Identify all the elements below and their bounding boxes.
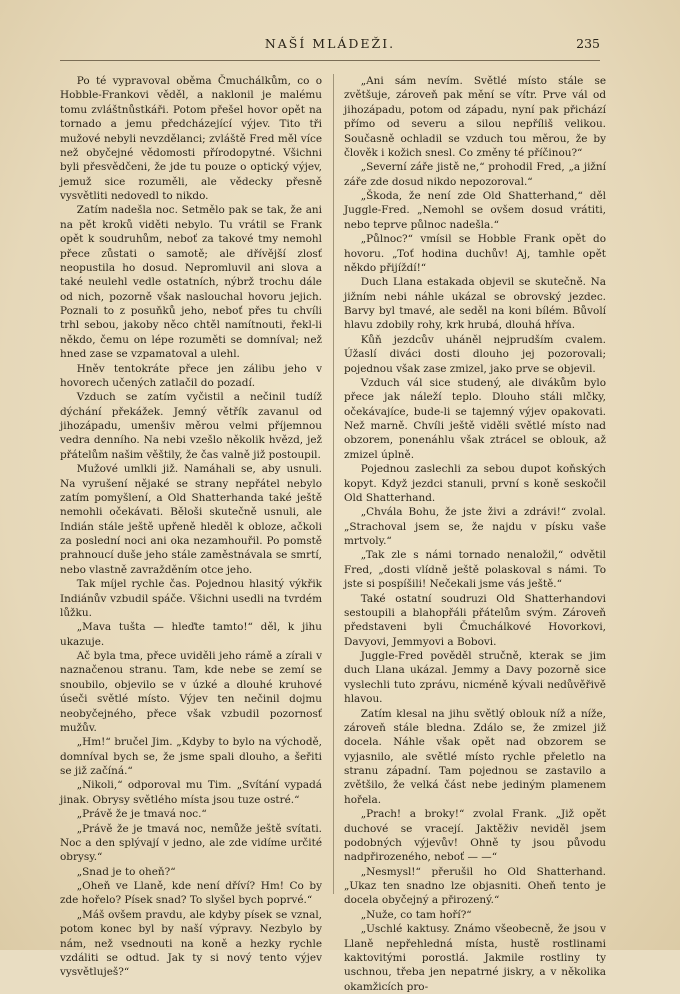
paragraph: Mužové umlkli již. Namáhali se, aby usnuli. Na vyrušení nějaké se strany nepřátel nebylo zatím pomyšlení, a Old Shatterhanda také ještě nemohli očekávati. Běloši skutečně usnuli, ale Indián stále ještě upřeně hleděl k obloze, ačkoli za poslední noci ani oka nezamhouřil. Po pomstě prahnoucí duše jeho stále zaměstnávala se smrtí, nebo vlastně zavražděním otce jeho. [60, 463, 322, 576]
paragraph: Pojednou zaslechli za sebou dupot koňských kopyt. Když jezdci stanuli, první s koně seskočil Old Shatterhand. [344, 463, 606, 504]
paragraph: Po té vypravoval oběma Čmuchálkům, co o Hobble-Frankovi věděl, a naklonil je malému tomu zvláštnůstkáři. Potom přešel hovor opět na tornado a jemu předcházející výjev. Tito tři mužové nebyli nevzdělanci; zvláště Fred měl více než obyčejné vědomosti přírodopytné. Všichni byli přesvědčeni, že jde tu pouze o optický výjev, jemuž sice rozuměli, ale vědecky přesně vysvětliti nedovedl to nikdo. [60, 75, 322, 202]
paragraph: „Nesmysl!“ přerušil ho Old Shatterhand. „Ukaz ten snadno lze objasniti. Oheň tento je docela obyčejný a přirozený.“ [344, 865, 606, 907]
paragraph: Zatím klesal na jihu světlý oblouk níž a níže, zároveň stále bledna. Zdálo se, že zmizel již docela. Náhle však opět nad obzorem se vyjasnilo, ale světlé místo rychle přeletlo na stranu západní. Tam pojednou se zastavilo a zvětšilo, že velká část nebe jediným plamenem hořela. [344, 707, 606, 806]
page-header [60, 36, 600, 56]
paragraph: Hněv tentokráte přece jen zálibu jeho v hovorech učených zatlačil do pozadí. [60, 362, 322, 389]
paragraph: Vzduch vál sice studený, ale divákům bylo přece jak náleží teplo. Dlouho stáli mlčky, očekávajíce, bude-li se tajemný výjev opakovati. Než marně. Chvíli ještě viděli světlé místo nad obzorem, ponenáhlu však ztrácel se oblouk, až zmizel úplně. [344, 376, 606, 461]
paragraph: Vzduch se zatím vyčistil a nečinil tudíž dýchání překážek. Jemný větřík zavanul od jihozápadu, umenšiv měrou velmi příjemnou vedra denního. Na nebi vzešlo několik hvězd, jež přátelům našim věštily, že čas valně již postoupil. [60, 391, 322, 461]
text-columns [60, 74, 606, 993]
header-rule [60, 60, 600, 61]
paragraph: „Prach! a broky!“ zvolal Frank. „Již opět duchové se vracejí. Jaktěživ neviděl jsem podobných výjevův! Ohně ty jsou původu nadpřirozeného, neboť — —“ [344, 808, 606, 864]
paragraph: „Severní záře jistě ne,“ prohodil Fred, „a jižní záře zde dosud nikdo nepozoroval.“ [344, 161, 606, 188]
paragraph: „Hm!“ bručel Jim. „Kdyby to bylo na východě, domníval bych se, že jsme spali dlouho, a šeřiti se již začíná.“ [60, 736, 322, 777]
paragraph: „Škoda, že není zde Old Shatterhand,“ děl Juggle-Fred. „Nemohl se ovšem dosud vrátiti, nebo teprve půlnoc nadešla.“ [344, 190, 606, 231]
paragraph: „Mava tušta — hleďte tamto!“ děl, k jihu ukazuje. [60, 621, 322, 648]
paragraph: „Tak zle s námi tornado nenaložil,“ odvětil Fred, „dosti vlídně ještě polaskoval s námi. To jste si pospíšili! Nečekali jsme vás ještě.“ [344, 549, 606, 591]
paragraph: „Chvála Bohu, že jste živi a zdrávi!“ zvolal. „Strachoval jsem se, že najdu v písku vaše mrtvoly.“ [344, 506, 606, 547]
paragraph: „Právě že je tmavá noc, nemůže ještě svítati. Noc a den splývají v jedno, ale zde vidíme určité obrysy.“ [60, 822, 322, 864]
paragraph: „Půlnoc?“ vmísil se Hobble Frank opět do hovoru. „Toť hodina duchův! Aj, tamhle opět někdo přijíždí!“ [344, 233, 606, 274]
running-head: NAŠÍ MLÁDEŽI. [264, 36, 396, 51]
paragraph: „Máš ovšem pravdu, ale kdyby písek se vznal, potom konec byl by naší výpravy. Nezbylo by nám, než vsednouti na koně a hezky rychle vzdáliti se odtud. Jak ty si nový tento výjev vysvětluješ?“ [60, 908, 322, 979]
page-number: 235 [576, 36, 600, 51]
paragraph: Duch Llana estakada objevil se skutečně. Na jižním nebi náhle ukázal se obrovský jezdec. Barvy byl tmavé, ale seděl na koni bílém. Bůvolí hlavu zdobily rohy, krk hrubá, dlouhá hříva. [344, 276, 606, 332]
paragraph: „Snad je to oheň?“ [76, 865, 176, 878]
paragraph: „Nikoli,“ odporoval mu Tim. „Svítání vypadá jinak. Obrysy světlého místa jsou tuze ostré.“ [60, 779, 322, 806]
paragraph: „Uschlé kaktusy. Známo všeobecně, že jsou v Llaně nepřehledná místa, hustě rostlinami kaktovitými porostlá. Jakmile rostliny ty uschnou, třeba jen nepatrné jiskry, a v několika okamžicích pro- [344, 923, 606, 993]
paragraph: „Ani sám nevím. Světlé místo stále se zvětšuje, zároveň pak mění se vítr. Prve vál od jihozápadu, potom od západu, nyní pak přichází přímo od severu a silou nepříliš velikou. Současně ochladil se vzduch tou měrou, že by člověk i kožich snesl. Co změny té příčinou?“ [344, 75, 606, 159]
paragraph: „Právě že je tmavá noc.“ [76, 808, 207, 821]
paragraph: Ač byla tma, přece uviděli jeho rámě a zírali v naznačenou stranu. Tam, kde nebe se zemí se snoubilo, objevilo se v úzké a dlouhé kruhové úseči světlé místo. Výjev ten nečinil dojmu neobyčejného, přece však vzbudil pozornosť mužův. [60, 650, 322, 734]
column-divider [333, 74, 334, 894]
paragraph: Kůň jezdcův uháněl nejprudším cvalem. Úžaslí diváci dosti dlouho jej pozorovali; pojednou však zase zmizel, jako prve se objevil. [344, 333, 606, 375]
paragraph: Zatím nadešla noc. Setmělo pak se tak, že ani na pět kroků viděti nebylo. Tu vrátil se Frank opět k soudruhům, neboť za takové tmy nemohl přece zůstati o samotě; ale dřívější zlosť neopustila ho dosud. Nepromluvil ani slova a také neulehl vedle ostatních, nýbrž trochu dále od nich, pozorně však naslouchal hovoru jejich. Poznali to z posuňků jeho, neboť přes tu chvíli trhl sebou, jakoby něco chtěl namítnouti, řekl-li někdo, čemu on lépe rozuměti se domníval; než hned zase se vzpamatoval a ulehl. [60, 204, 322, 361]
paragraph: Také ostatní soudruzi Old Shatterhandovi sestoupili a blahopřáli přátelům svým. Zároveň představeni byli Čmuchálkové Hovorkovi, Davyovi, Jemmyovi a Bobovi. [344, 592, 606, 648]
right-column [344, 74, 606, 993]
paragraph: Juggle-Fred pověděl stručně, kterak se jim duch Llana ukázal. Jemmy a Davy pozorně sice vyslechli tuto zprávu, nicméně kývali nedůvěřivě hlavou. [344, 650, 606, 706]
paragraph: Tak míjel rychle čas. Pojednou hlasitý výkřik Indiánův vzbudil spáče. Všichni usedli na tvrdém lůžku. [60, 578, 322, 619]
left-column [60, 74, 322, 979]
paragraph: „Nuže, co tam hoří?“ [360, 908, 472, 921]
paragraph: „Oheň ve Llaně, kde není dříví? Hm! Co by zde hořelo? Písek snad? To slyšel bych poprvé.“ [60, 880, 322, 907]
